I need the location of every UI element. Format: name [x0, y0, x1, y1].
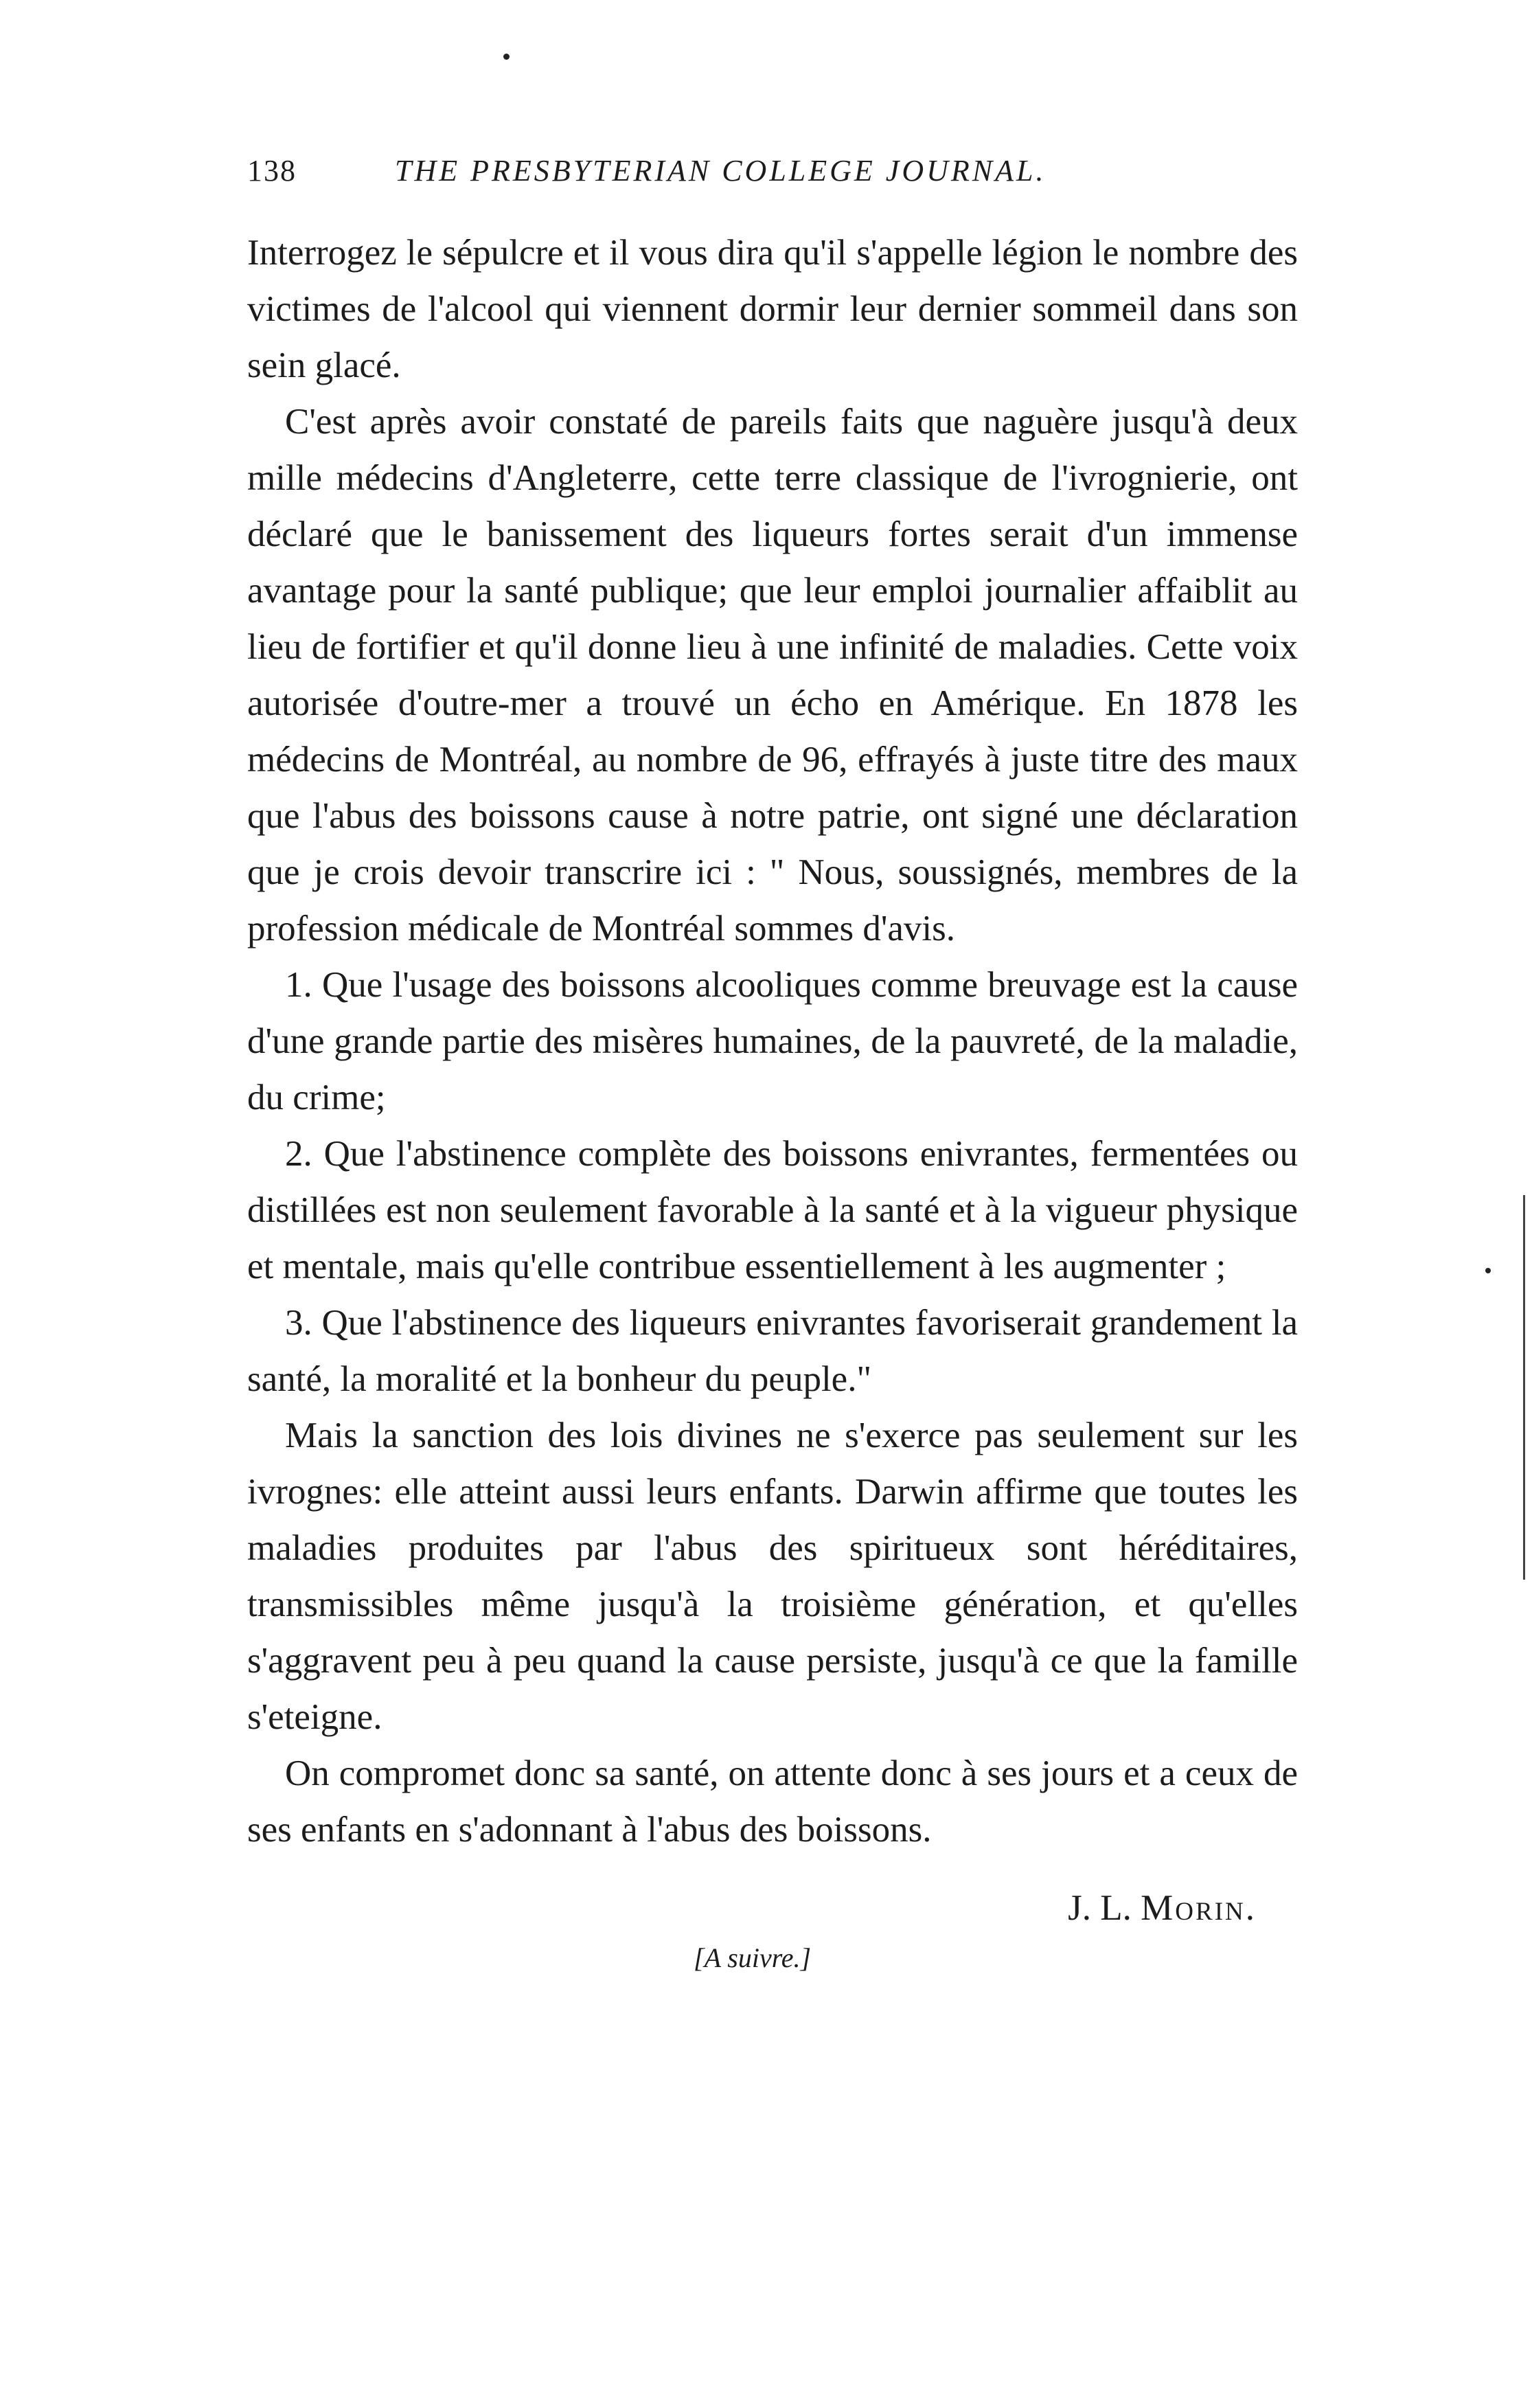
- declaration-item-2: 2. Que l'abstinence complète des boissons enivrantes, fermentées ou distillées est non seulement favorable à la santé et à la vigueur physique et mentale, mais qu'elle contribue essentiellement à les augmenter ;: [247, 1134, 1298, 1286]
- author-initials: J. L.: [1068, 1888, 1132, 1928]
- journal-title: THE PRESBYTERIAN COLLEGE JOURNAL.: [395, 154, 1047, 188]
- paragraph-darwin: Mais la sanction des lois divines ne s'exerce pas seulement sur les ivrognes: elle atteint aussi leurs enfants. Darwin affirme que toutes les maladies produites par l'abus des spiritueux sont héréditaires, transmissibles même jusqu'à la troisième génération, et qu'elles s'aggravent peu à peu quand la cause persiste, jusqu'à ce que la famille s'eteigne.: [247, 1416, 1298, 1737]
- running-head: [247, 148, 1298, 196]
- page: [247, 148, 1298, 1979]
- scan-speck-top: [503, 54, 510, 60]
- declaration-item-1: 1. Que l'usage des boissons alcooliques comme breuvage est la cause d'une grande partie des misères humaines, de la pauvreté, de la maladie, du crime;: [247, 965, 1298, 1117]
- paragraph-conclusion: On compromet donc sa santé, on attente donc à ses jours et a ceux de ses enfants en s'adonnant à l'abus des boissons.: [247, 1753, 1298, 1850]
- page-number: 138: [247, 154, 297, 188]
- to-be-continued: [A suivre.]: [694, 1942, 812, 1973]
- scan-edge-rule: [1523, 1195, 1525, 1580]
- scan-speck-right: [1485, 1268, 1491, 1273]
- declaration-item-3: 3. Que l'abstinence des liqueurs enivrantes favoriserait grandement la santé, la moralité et la bonheur du peuple.": [247, 1303, 1298, 1399]
- paragraph-sepulcre: Interrogez le sépulcre et il vous dira qu'il s'appelle légion le nombre des victimes de l'alcool qui viennent dormir leur dernier sommeil dans son sein glacé.: [247, 233, 1298, 385]
- author-surname: Morin.: [1141, 1888, 1257, 1928]
- author-signature: [247, 1884, 1298, 1932]
- paragraph-medecins: C'est après avoir constaté de pareils faits que naguère jusqu'à deux mille médecins d'Angleterre, cette terre classique de l'ivrognierie, ont déclaré que le banissement des liqueurs fortes serait d'un immense avantage pour la santé publique; que leur emploi journalier affaiblit au lieu de fortifier et qu'il donne lieu à une infinité de maladies. Cette voix autorisée d'outre-mer a trouvé un écho en Amérique. En 1878 les médecins de Montréal, au nombre de 96, effrayés à juste titre des maux que l'abus des boissons cause à notre patrie, ont signé une déclaration que je crois devoir transcrire ici : " Nous, soussignés, membres de la profession médicale de Montréal sommes d'avis.: [247, 402, 1298, 949]
